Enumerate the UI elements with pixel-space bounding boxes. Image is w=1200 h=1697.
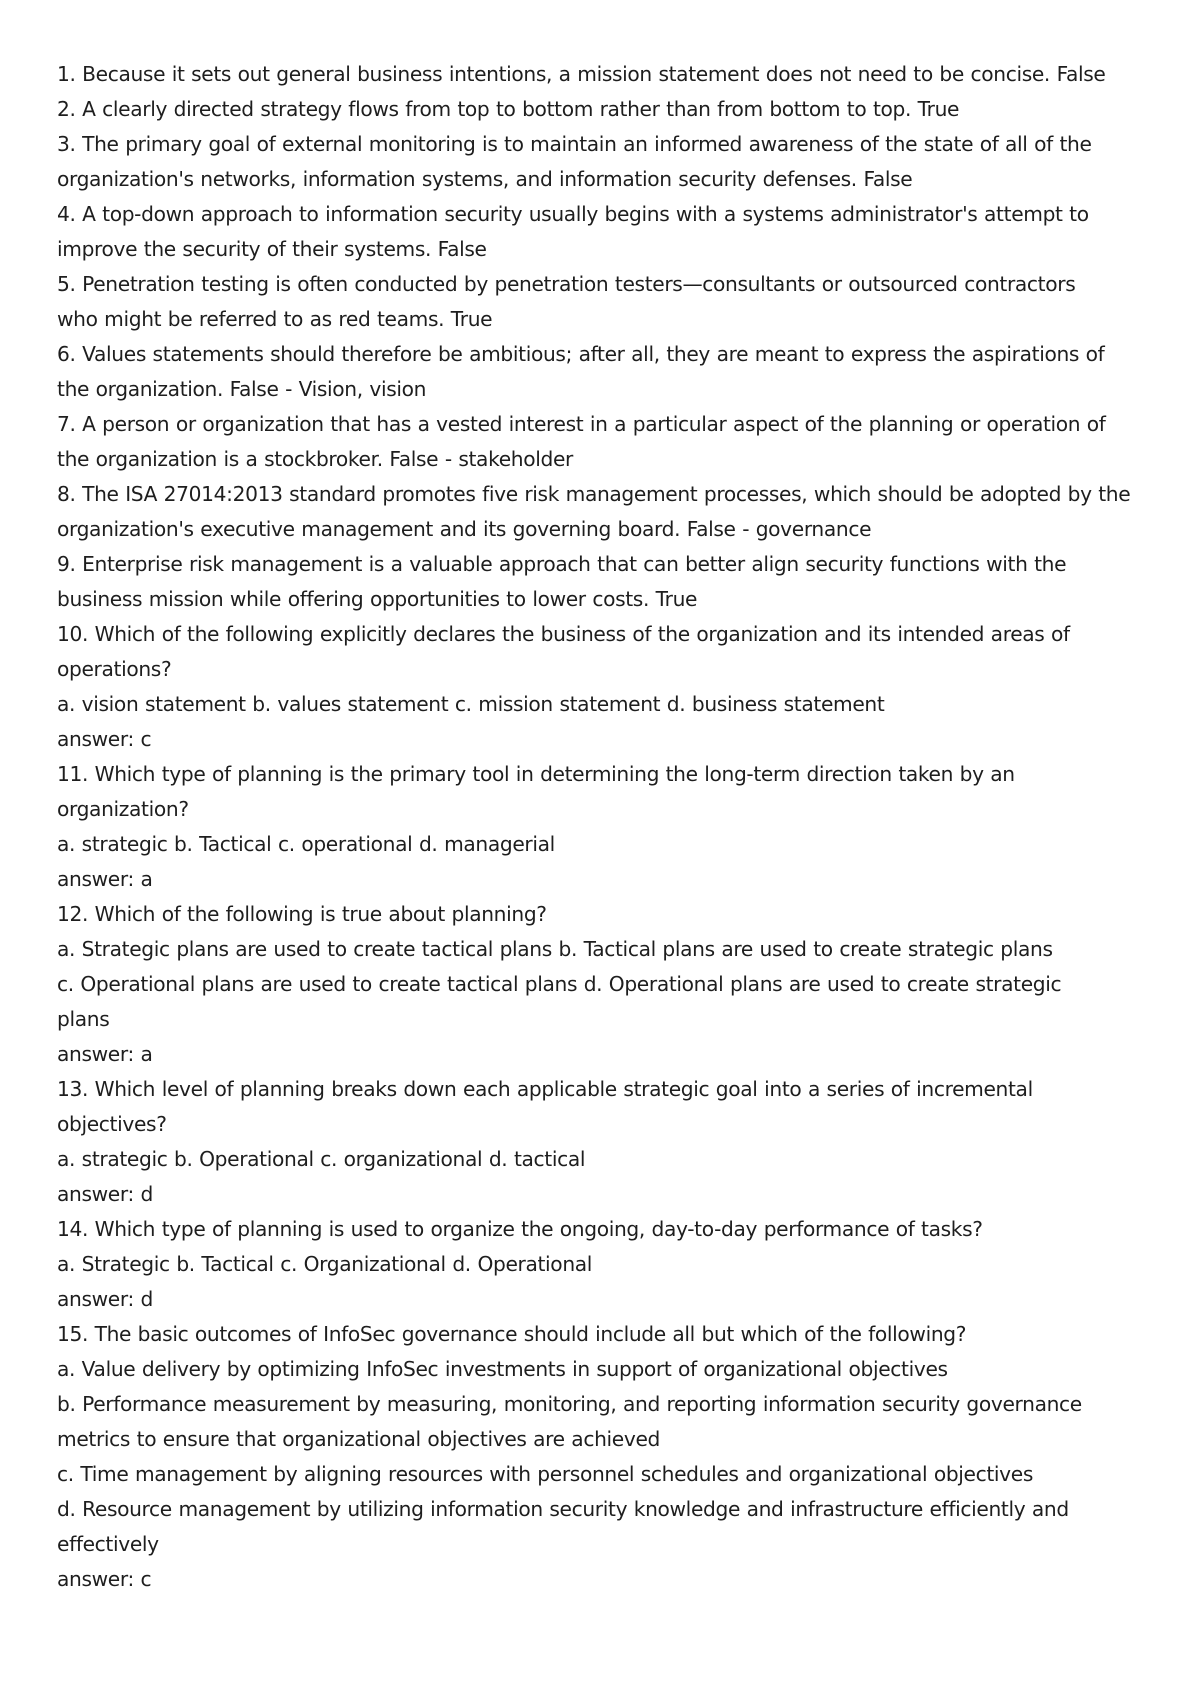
text-line: plans xyxy=(57,1007,110,1031)
text-line: answer: a xyxy=(57,1042,153,1066)
text-line: 3. The primary goal of external monitoring is to maintain an informed awareness of the state of all of the xyxy=(57,132,1092,156)
text-line: answer: c xyxy=(57,1567,152,1591)
text-line: answer: d xyxy=(57,1287,153,1311)
text-line: operations? xyxy=(57,657,172,681)
text-line: organization's executive management and its governing board. False - governance xyxy=(57,517,872,541)
text-line: organization? xyxy=(57,797,189,821)
text-line: d. Resource management by utilizing information security knowledge and infrastructure efficiently and xyxy=(57,1497,1069,1521)
text-line: 8. The ISA 27014:2013 standard promotes five risk management processes, which should be adopted by the xyxy=(57,482,1131,506)
text-line: answer: c xyxy=(57,727,152,751)
text-line: 2. A clearly directed strategy flows from top to bottom rather than from bottom to top. True xyxy=(57,97,960,121)
text-line: improve the security of their systems. False xyxy=(57,237,487,261)
text-line: 12. Which of the following is true about planning? xyxy=(57,902,547,926)
text-line: 5. Penetration testing is often conducted by penetration testers—consultants or outsourced contractors xyxy=(57,272,1076,296)
document-page xyxy=(57,57,1157,1597)
text-line: a. strategic b. Tactical c. operational d. managerial xyxy=(57,832,555,856)
text-line: 1. Because it sets out general business intentions, a mission statement does not need to be concise. False xyxy=(57,62,1106,86)
text-line: 11. Which type of planning is the primary tool in determining the long-term direction taken by an xyxy=(57,762,1015,786)
text-line: 6. Values statements should therefore be ambitious; after all, they are meant to express the aspirations of xyxy=(57,342,1105,366)
text-line: a. Strategic b. Tactical c. Organizational d. Operational xyxy=(57,1252,593,1276)
text-line: 10. Which of the following explicitly declares the business of the organization and its intended areas of xyxy=(57,622,1070,646)
text-line: a. strategic b. Operational c. organizational d. tactical xyxy=(57,1147,586,1171)
text-line: the organization is a stockbroker. False - stakeholder xyxy=(57,447,573,471)
text-line: metrics to ensure that organizational objectives are achieved xyxy=(57,1427,660,1451)
text-line: answer: d xyxy=(57,1182,153,1206)
text-line: 4. A top-down approach to information security usually begins with a systems administrator's attempt to xyxy=(57,202,1089,226)
text-line: a. Value delivery by optimizing InfoSec investments in support of organizational objectives xyxy=(57,1357,948,1381)
text-line: who might be referred to as red teams. True xyxy=(57,307,493,331)
text-line: c. Operational plans are used to create tactical plans d. Operational plans are used to create strategic xyxy=(57,972,1062,996)
text-line: 7. A person or organization that has a vested interest in a particular aspect of the planning or operation of xyxy=(57,412,1106,436)
text-line: c. Time management by aligning resources with personnel schedules and organizational objectives xyxy=(57,1462,1034,1486)
text-line: a. vision statement b. values statement c. mission statement d. business statement xyxy=(57,692,885,716)
text-line: the organization. False - Vision, vision xyxy=(57,377,427,401)
text-line: objectives? xyxy=(57,1112,167,1136)
text-line: answer: a xyxy=(57,867,153,891)
text-line: a. Strategic plans are used to create tactical plans b. Tactical plans are used to create strategic plans xyxy=(57,937,1053,961)
text-line: organization's networks, information systems, and information security defenses. False xyxy=(57,167,913,191)
text-line: effectively xyxy=(57,1532,159,1556)
text-line: business mission while offering opportunities to lower costs. True xyxy=(57,587,698,611)
text-line: 14. Which type of planning is used to organize the ongoing, day-to-day performance of tasks? xyxy=(57,1217,983,1241)
text-line: b. Performance measurement by measuring, monitoring, and reporting information security governance xyxy=(57,1392,1082,1416)
text-line: 9. Enterprise risk management is a valuable approach that can better align security functions with the xyxy=(57,552,1067,576)
text-line: 15. The basic outcomes of InfoSec governance should include all but which of the following? xyxy=(57,1322,967,1346)
text-line: 13. Which level of planning breaks down each applicable strategic goal into a series of incremental xyxy=(57,1077,1033,1101)
